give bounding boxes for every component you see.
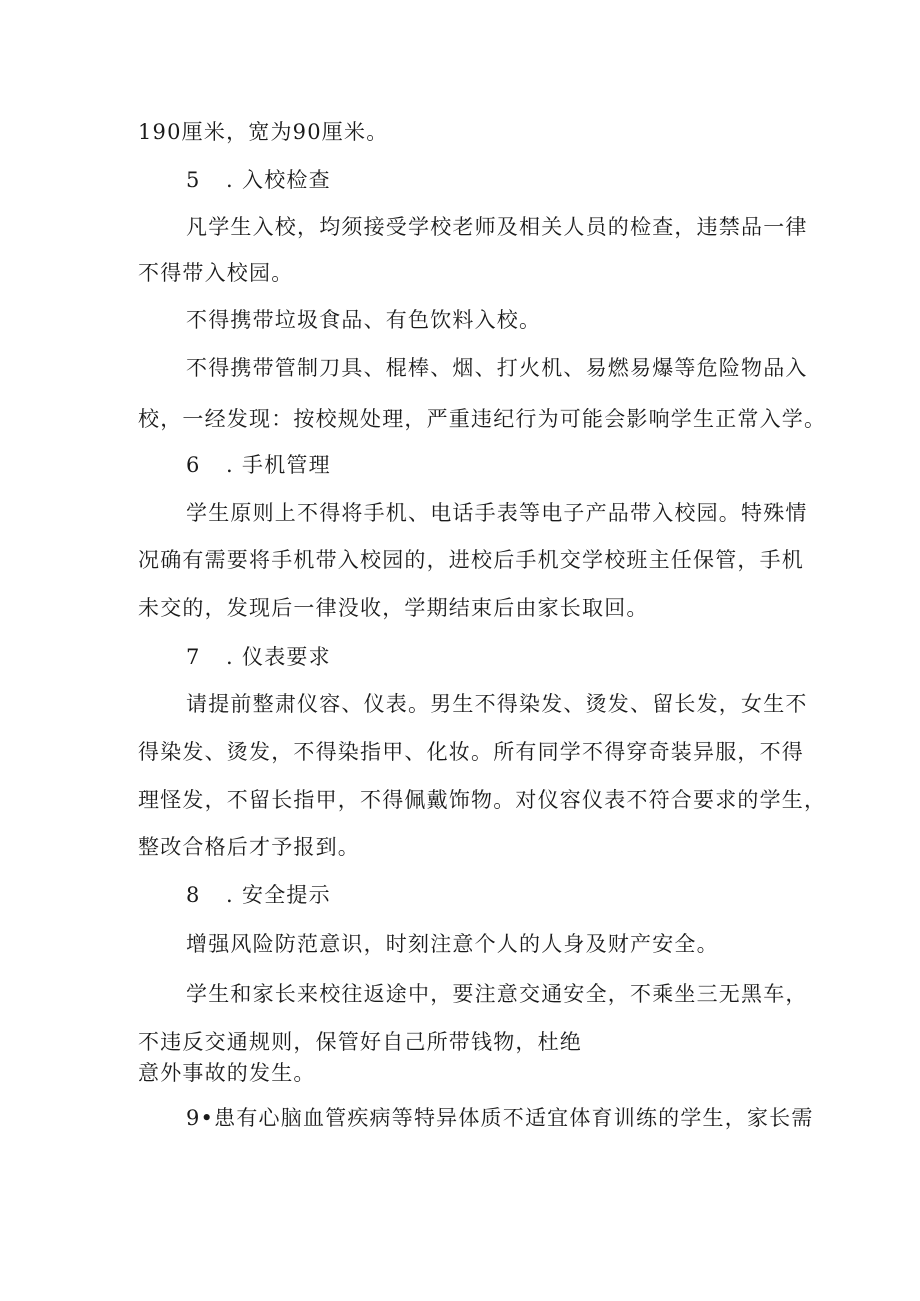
paragraph-line [138, 546, 804, 574]
paragraph-line [186, 499, 808, 527]
paragraph-line [186, 354, 808, 382]
line-text: 学生原则上不得将手机、电话手表等电子产品带入校园。特殊情 [186, 501, 808, 525]
line-text: 不得带入校园。 [138, 261, 294, 285]
paragraph-line [186, 690, 808, 718]
paragraph-line [186, 213, 808, 241]
paragraph-line [138, 833, 360, 861]
heading-number: 6 [186, 453, 201, 477]
paragraph-line [138, 118, 388, 146]
line-text: 意外事故的发生。 [138, 1061, 316, 1085]
heading-number: 8 [186, 883, 201, 907]
paragraph-line [186, 980, 808, 1008]
paragraph-line [186, 930, 719, 958]
line-text: 不得携带垃圾食品、有色饮料入校。 [186, 308, 542, 332]
line-text: 不违反交通规则，保管好自己所带钱物，杜绝 [138, 1030, 582, 1054]
paragraph-line [138, 1028, 582, 1056]
heading-dot: . [226, 883, 234, 907]
paragraph-line [138, 786, 827, 814]
paragraph-line [138, 259, 293, 287]
paragraph-line [186, 306, 541, 334]
line-text: 得染发、烫发，不得染指甲、化妆。所有同学不得穿奇装异服，不得 [138, 740, 804, 764]
heading-title: 仪表要求 [242, 645, 331, 669]
line-text: 理怪发，不留长指甲，不得佩戴饰物。对仪容仪表不符合要求的学生， [138, 788, 827, 812]
line-text: 况确有需要将手机带入校园的，进校后手机交学校班主任保管，手机 [138, 548, 804, 572]
heading-number: 5 [186, 168, 201, 192]
paragraph-line [138, 405, 827, 433]
paragraph-line [186, 1104, 814, 1132]
line-text: 9•患有心脑血管疾病等特异体质不适宜体育训练的学生，家长需 [186, 1106, 814, 1130]
line-text: 学生和家长来校往返途中，要注意交通安全，不乘坐三无黑车， [186, 982, 808, 1006]
heading-dot: . [226, 645, 234, 669]
heading-dot: . [226, 453, 234, 477]
section-heading-6 [186, 451, 331, 479]
line-text: 未交的，发现后一律没收，学期结束后由家长取回。 [138, 596, 649, 620]
line-text: 校，一经发现：按校规处理，严重违纪行为可能会影响学生正常入学。 [138, 407, 827, 431]
line-text: 请提前整肃仪容、仪表。男生不得染发、烫发、留长发，女生不 [186, 692, 808, 716]
heading-title: 安全提示 [242, 883, 331, 907]
paragraph-line [138, 1059, 316, 1087]
section-heading-8 [186, 881, 331, 909]
paragraph-line [138, 738, 804, 766]
line-text: 不得携带管制刀具、棍棒、烟、打火机、易燃易爆等危险物品入 [186, 356, 808, 380]
paragraph-line [138, 594, 649, 622]
line-text: 增强风险防范意识，时刻注意个人的人身及财产安全。 [186, 932, 719, 956]
heading-dot: . [226, 168, 234, 192]
heading-title: 手机管理 [242, 453, 331, 477]
section-heading-5 [186, 166, 331, 194]
line-text: 凡学生入校，均须接受学校老师及相关人员的检查，违禁品一律 [186, 215, 808, 239]
heading-title: 入校检查 [242, 168, 331, 192]
section-heading-7 [186, 643, 331, 671]
heading-number: 7 [186, 645, 201, 669]
line-text: 整改合格后才予报到。 [138, 835, 360, 859]
line-text: 190厘米，宽为90厘米。 [138, 120, 389, 144]
